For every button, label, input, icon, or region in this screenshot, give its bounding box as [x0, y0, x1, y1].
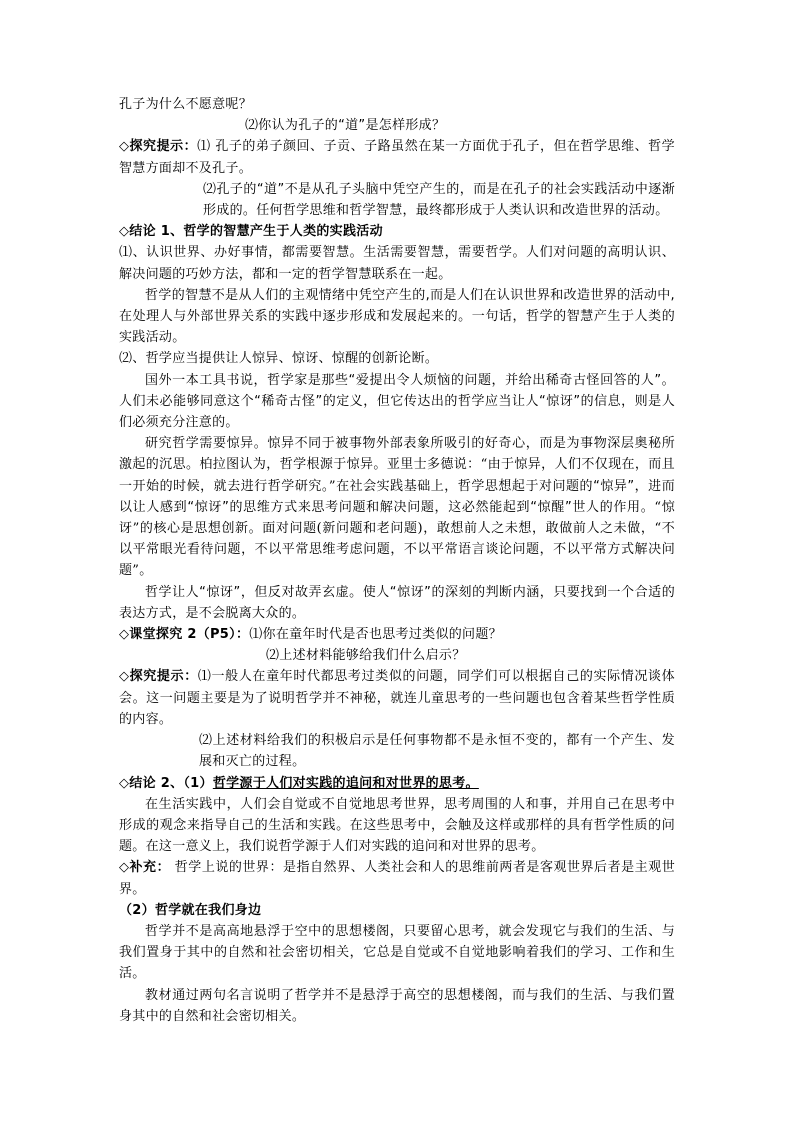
conclusion-label: ◇结论 2、（1）: [119, 775, 213, 791]
conclusion-text: 哲学源于人们对实践的追问和对世界的思考。: [212, 775, 479, 791]
paragraph: ⑵上述材料给我们的积极启示是任何事物都不是永恒不变的，都有一个产生、发展和灭亡的过程。: [199, 733, 675, 770]
text-span: 研究哲学需要惊异。惊异不同于被事物外部表象所吸引的好奇心，而是为事物深层奥秘所激起的沉思。柏拉图认为，哲学根源于惊异。亚里士多德说：: [119, 436, 675, 473]
document-page: [119, 94, 675, 1027]
paragraph: 哲学让人“惊讶”，但反对故弄玄虚。使人“惊讶”的深刻的判断内涵，只要找到一个合适的表达方式，是不会脱离大众的。: [119, 584, 675, 621]
inquiry-label: ◇课堂探究 2（P5）：: [119, 627, 250, 643]
paragraph: [119, 624, 675, 645]
hint-text: ⑴一般人在童年时代都思考过类似的问题，同学们可以根据自己的实际情况谈体会。这一问题主要是为了说明哲学并不神秘，就连儿童思考的一些问题也包含着某些哲学性质的内容。: [119, 669, 675, 727]
supplement-label: ◇补充：: [119, 860, 171, 876]
paragraph: [119, 857, 675, 899]
section-heading: （2）哲学就在我们身边: [119, 902, 262, 918]
paragraph: 国外一本工具书说，哲学家是那些“爱提出令人烦恼的问题，并给出稀奇古怪回答的人”。人们未必能够同意这个“稀奇古怪”的定义，但它传达出的哲学应当让人“惊讶”的信息，则是人们必须充分注意的。: [119, 372, 675, 431]
conclusion-heading: ◇结论 1、哲学的智慧产生于人类的实践活动: [119, 224, 383, 240]
paragraph: ⑵你认为孔子的“道”是怎样形成？: [245, 118, 446, 134]
conclusion-heading: [119, 773, 675, 794]
paragraph: ⑵孔子的“道”不是从孔子头脑中凭空产生的，而是在孔子的社会实践活动中逐渐形成的。任何哲学思维和哲学智慧，最终都形成于人类认识和改造世界的活动。: [203, 181, 675, 219]
paragraph: 孔子为什么不愿意呢？: [119, 97, 253, 112]
inquiry-text: ⑴你在童年时代是否也思考过类似的问题？: [249, 627, 502, 643]
paragraph: ⑵上述材料能够给我们什么启示？: [266, 648, 466, 664]
paragraph: 哲学并不是高高地悬浮于空中的思想楼阁，只要留心思考，就会发现它与我们的生活、与我们置身于其中的自然和社会密切相关，它总是自觉或不自觉地影响着我们的学习、工作和生活。: [119, 923, 675, 982]
paragraph: ⑵、哲学应当提供让人惊异、惊讶、惊醒的创新论断。: [119, 351, 439, 367]
supplement-text: 哲学上说的世界：是指自然界、人类社会和人的思维前两者是客观世界后者是主观世界。: [119, 860, 675, 897]
paragraph: 教材通过两句名言说明了哲学并不是悬浮于高空的思想楼阁，而与我们的生活、与我们置身其中的自然和社会密切相关。: [119, 987, 675, 1024]
paragraph: [119, 136, 675, 178]
paragraph: ⑴、认识世界、办好事情，都需要智慧。生活需要智慧，需要哲学。人们对问题的高明认识、解决问题的巧妙方法，都和一定的哲学智慧联系在一起。: [119, 245, 675, 282]
quote-span: “惊讶”的核心是思想创新。面对问题(新问题和老问题)，敢想前人之未想，敢做前人之未做，“不以平常眼光看待问题，不以平常思维考虑问题，不以平常语言谈论问题，不以平常方式解决问题”。: [119, 499, 675, 579]
text-span: 在社会实践基础上，哲学思想起于对问题的“惊异”，进而以让人感到“惊讶”的思维方式来思考问题和解决问题，这必然能起到“惊醒”世人的作用。: [119, 478, 675, 515]
quote-span: “由于惊异，人们不仅现在，而且一开始的时候，就去进行哲学研究。”: [119, 457, 675, 494]
paragraph: [119, 433, 675, 581]
hint-label: ◇探究提示：: [119, 669, 198, 685]
paragraph: [119, 666, 675, 730]
hint-text: ⑴ 孔子的弟子颜回、子贡、子路虽然在某一方面优于孔子，但在哲学思维、哲学智慧方面却不及孔子。: [119, 139, 675, 176]
paragraph: 哲学的智慧不是从人们的主观情绪中凭空产生的,而是人们在认识世界和改造世界的活动中,在处理人与外部世界关系的实践中逐步形成和发展起来的。一句话，哲学的智慧产生于人类的实践活动。: [119, 287, 675, 346]
paragraph: 在生活实践中，人们会自觉或不自觉地思考世界，思考周围的人和事，并用自己在思考中形成的观念来指导自己的生活和实践。在这些思考中，会触及这样或那样的具有哲学性质的问题。在这一意义上，我们说哲学源于人们对实践的追问和对世界的思考。: [119, 796, 675, 855]
hint-label: ◇探究提示：: [119, 139, 198, 155]
